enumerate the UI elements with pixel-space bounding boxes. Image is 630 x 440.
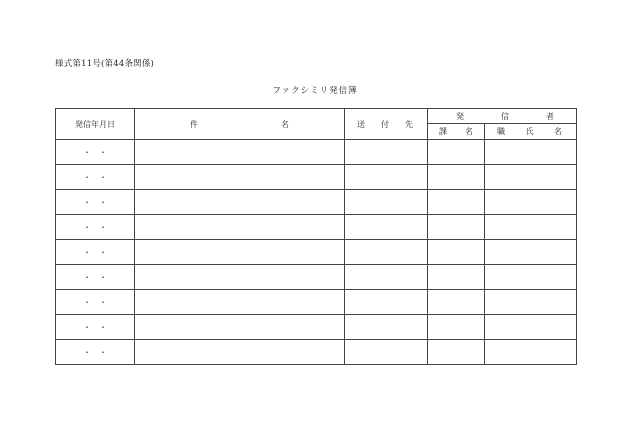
date-cell: ・ ・ <box>56 165 135 190</box>
subject-cell <box>135 340 345 365</box>
official-name-cell <box>485 140 577 165</box>
header-subject-char: 件 <box>190 119 198 129</box>
date-cell: ・ ・ <box>56 340 135 365</box>
subject-cell <box>135 315 345 340</box>
table-row <box>56 165 577 190</box>
section-cell <box>428 315 485 340</box>
header-section-char: 課 <box>439 127 447 136</box>
header-date <box>56 109 135 140</box>
table-row <box>56 140 577 165</box>
subject-cell <box>135 140 345 165</box>
official-name-cell <box>485 190 577 215</box>
official-name-cell <box>485 215 577 240</box>
official-name-cell <box>485 315 577 340</box>
section-cell <box>428 290 485 315</box>
header-official-name-char: 職 <box>497 127 505 136</box>
table-body <box>56 140 577 365</box>
header-date-label: 発信年月日 <box>75 119 115 129</box>
header-section <box>428 124 485 140</box>
table-row <box>56 265 577 290</box>
header-official-name-char: 氏 <box>525 127 534 136</box>
destination-cell <box>345 315 428 340</box>
header-section-char: 名 <box>465 127 473 136</box>
section-cell <box>428 190 485 215</box>
header-official-name-char: 名 <box>554 127 562 136</box>
document-title: ファクシミリ発信簿 <box>272 86 358 96</box>
header-destination <box>345 109 428 140</box>
destination-cell <box>345 340 428 365</box>
table-row <box>56 240 577 265</box>
destination-cell <box>345 215 428 240</box>
header-sender-char: 者 <box>546 111 554 121</box>
header-sender-char: 発 <box>456 111 464 121</box>
official-name-cell <box>485 290 577 315</box>
subject-cell <box>135 290 345 315</box>
section-cell <box>428 240 485 265</box>
official-name-cell <box>485 340 577 365</box>
table-row <box>56 290 577 315</box>
header-sender <box>428 109 577 124</box>
date-cell: ・ ・ <box>56 315 135 340</box>
destination-cell <box>345 240 428 265</box>
fax-log-table <box>55 108 577 365</box>
header-subject <box>135 109 345 140</box>
table-row <box>56 190 577 215</box>
header-subject-char: 名 <box>281 119 289 129</box>
subject-cell <box>135 215 345 240</box>
destination-cell <box>345 190 428 215</box>
destination-cell <box>345 165 428 190</box>
header-sender-char: 信 <box>501 111 509 121</box>
date-cell: ・ ・ <box>56 265 135 290</box>
header-destination-char: 先 <box>405 119 413 129</box>
form-number: 様式第11号(第44条関係) <box>55 59 155 69</box>
date-cell: ・ ・ <box>56 140 135 165</box>
table-row <box>56 315 577 340</box>
section-cell <box>428 215 485 240</box>
table-row <box>56 215 577 240</box>
date-cell: ・ ・ <box>56 215 135 240</box>
subject-cell <box>135 240 345 265</box>
section-cell <box>428 140 485 165</box>
section-cell <box>428 340 485 365</box>
table-row <box>56 340 577 365</box>
official-name-cell <box>485 165 577 190</box>
date-cell: ・ ・ <box>56 240 135 265</box>
section-cell <box>428 165 485 190</box>
section-cell <box>428 265 485 290</box>
subject-cell <box>135 265 345 290</box>
header-destination-char: 付 <box>381 119 389 129</box>
destination-cell <box>345 265 428 290</box>
header-destination-char: 送 <box>357 119 365 129</box>
subject-cell <box>135 190 345 215</box>
header-official-name <box>485 124 577 140</box>
destination-cell <box>345 290 428 315</box>
official-name-cell <box>485 240 577 265</box>
subject-cell <box>135 165 345 190</box>
destination-cell <box>345 140 428 165</box>
date-cell: ・ ・ <box>56 190 135 215</box>
date-cell: ・ ・ <box>56 290 135 315</box>
official-name-cell <box>485 265 577 290</box>
